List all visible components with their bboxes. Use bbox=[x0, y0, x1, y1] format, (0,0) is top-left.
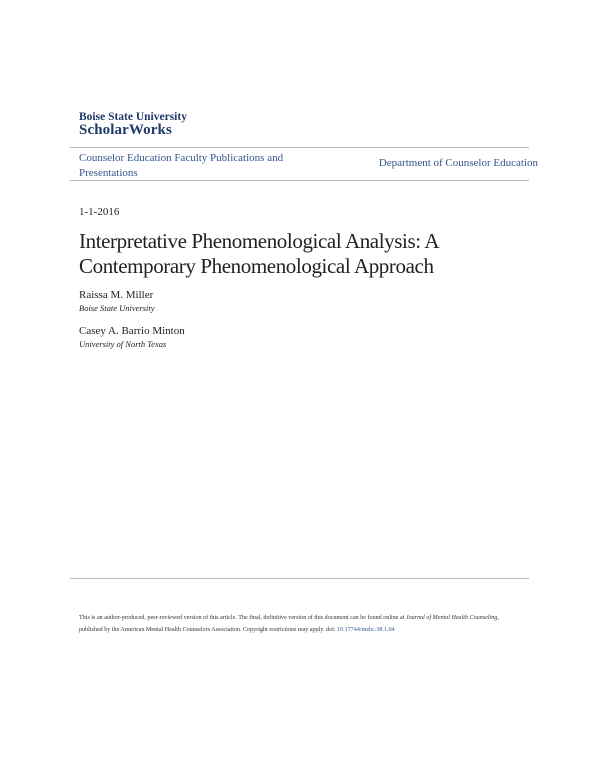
author-block bbox=[79, 325, 185, 349]
article-title: Interpretative Phenomenological Analysis: A Contemporary Phenomenological Approach bbox=[79, 229, 438, 278]
header-divider-bottom bbox=[70, 180, 529, 181]
author-block bbox=[79, 289, 155, 313]
doi-link[interactable]: 10.17744/mehc.38.1.04 bbox=[337, 627, 395, 633]
journal-name: Journal of Mental Health Counseling bbox=[405, 615, 498, 621]
author-affiliation: University of North Texas bbox=[79, 339, 167, 349]
institution-name: Boise State University bbox=[79, 111, 187, 123]
author-affiliation: Boise State University bbox=[79, 303, 155, 313]
author-name: Raissa M. Miller bbox=[79, 289, 154, 301]
publication-date: 1-1-2016 bbox=[79, 206, 120, 218]
repository-logo-link[interactable]: ScholarWorks bbox=[79, 122, 172, 138]
header-divider-top bbox=[70, 147, 529, 148]
footer-divider bbox=[70, 578, 529, 579]
footnote-text: , published by the American Mental Health Counselors Association. Copyright restrictions may apply. doi: bbox=[79, 615, 499, 633]
author-name: Casey A. Barrio Minton bbox=[79, 325, 185, 337]
footnote-text: This is an author-produced, peer-reviewed version of this article. The final, definitive version of this document can be found online at bbox=[79, 615, 406, 621]
collection-link[interactable]: Counselor Education Faculty Publications and Presentations bbox=[79, 152, 284, 179]
department-link[interactable]: Department of Counselor Education bbox=[378, 157, 538, 169]
version-footnote bbox=[79, 612, 524, 636]
